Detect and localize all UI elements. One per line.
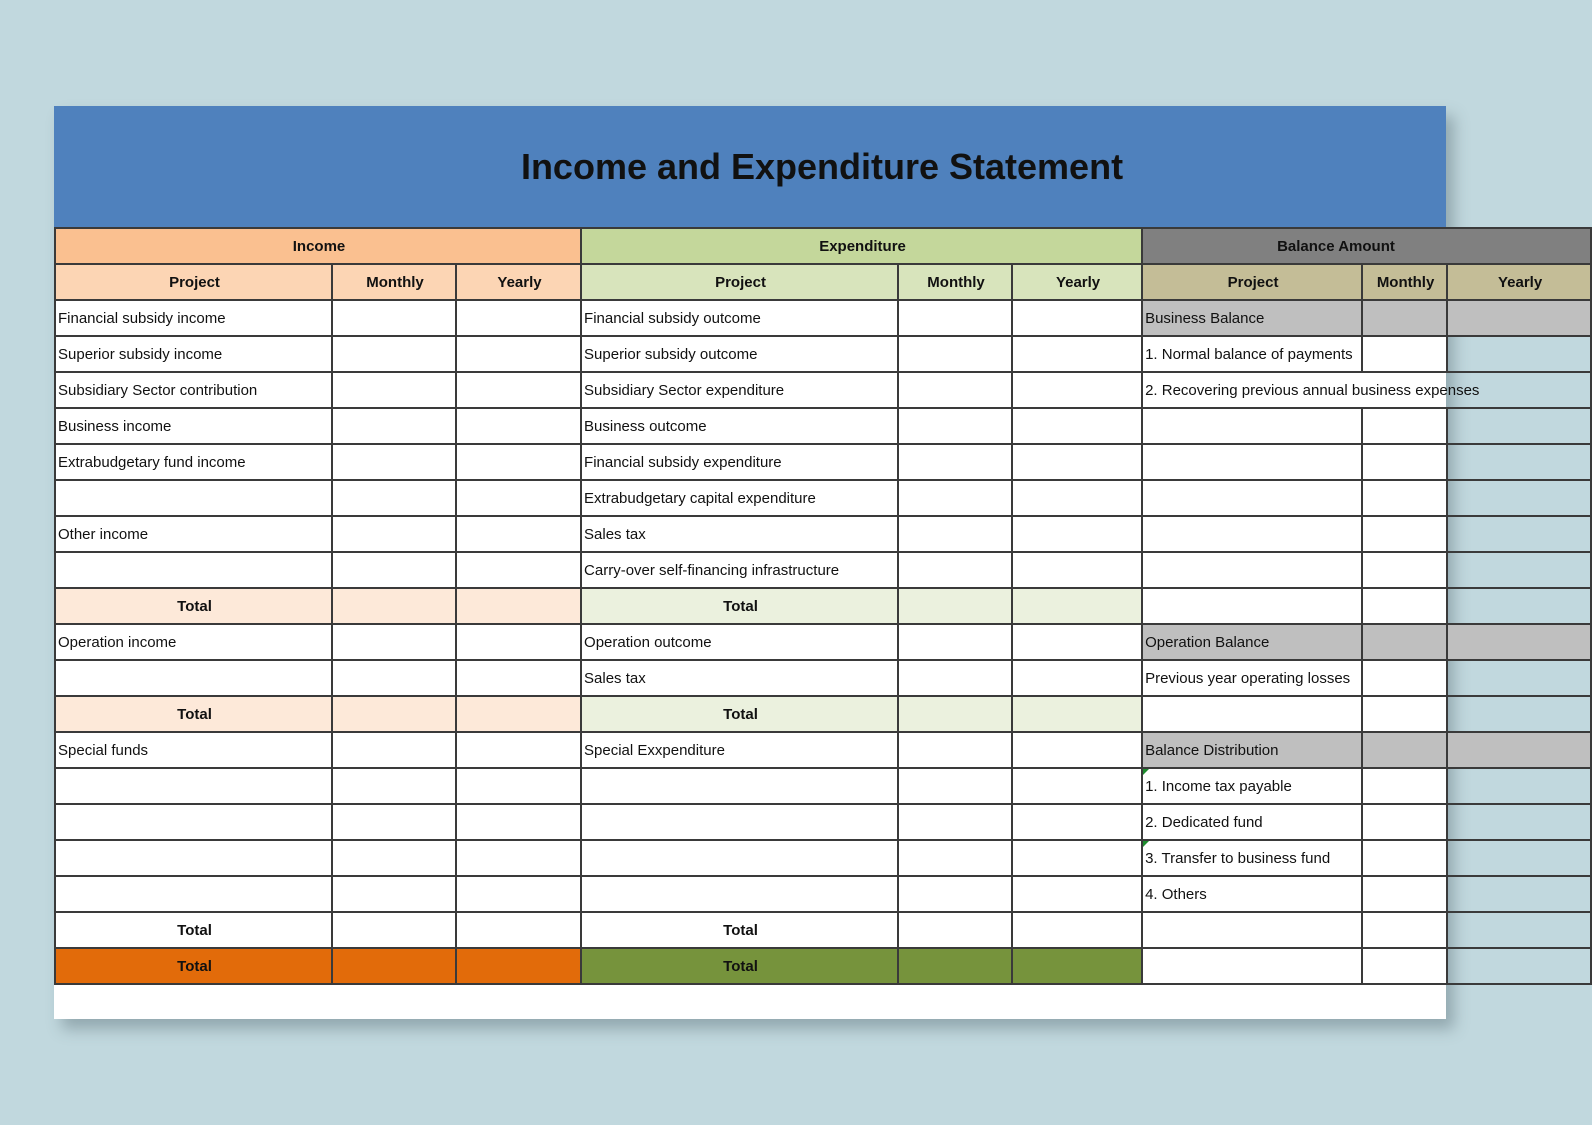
expenditure-yearly-cell[interactable]	[1012, 336, 1142, 372]
expenditure-row-label[interactable]: Sales tax	[581, 516, 898, 552]
expenditure-total-label: Total	[581, 588, 898, 624]
balance-row-label[interactable]: 1. Normal balance of payments	[1142, 336, 1362, 372]
income-yearly-header: Yearly	[456, 264, 581, 300]
balance-monthly-cell[interactable]	[1362, 804, 1447, 840]
expenditure-total-yearly[interactable]	[1012, 588, 1142, 624]
income-monthly-cell[interactable]	[332, 444, 456, 480]
expenditure-monthly-cell[interactable]	[898, 552, 1012, 588]
expenditure-yearly-cell[interactable]	[1012, 624, 1142, 660]
expenditure-row-label[interactable]	[581, 768, 898, 804]
income-yearly-cell[interactable]	[456, 480, 581, 516]
expenditure-yearly-cell[interactable]	[1012, 516, 1142, 552]
income-yearly-cell[interactable]	[456, 516, 581, 552]
expenditure-yearly-cell[interactable]	[1012, 876, 1142, 912]
expenditure-yearly-cell[interactable]	[1012, 408, 1142, 444]
expenditure-total-monthly[interactable]	[898, 588, 1012, 624]
expenditure-yearly-cell[interactable]	[1012, 660, 1142, 696]
expenditure-total-label: Total	[581, 912, 898, 948]
balance-row-label[interactable]	[1142, 948, 1362, 984]
expenditure-monthly-cell[interactable]	[898, 480, 1012, 516]
balance-yearly-cell[interactable]	[1447, 408, 1591, 444]
page-title: Income and Expenditure Statement	[520, 146, 1124, 187]
balance-row-label[interactable]: Previous year operating losses	[1142, 660, 1362, 696]
expenditure-section-header: Expenditure	[581, 228, 1142, 264]
income-grand-total-yearly[interactable]	[456, 948, 581, 984]
income-yearly-cell[interactable]	[456, 336, 581, 372]
balance-section-header: Balance Amount	[1142, 228, 1591, 264]
balance-monthly-cell[interactable]	[1362, 732, 1447, 768]
expenditure-row-label[interactable]	[581, 840, 898, 876]
expenditure-row-label[interactable]: Superior subsidy outcome	[581, 336, 898, 372]
income-monthly-cell[interactable]	[332, 876, 456, 912]
income-row-label[interactable]: Extrabudgetary fund income	[55, 444, 332, 480]
balance-row-label[interactable]	[1142, 444, 1362, 480]
income-grand-total-label: Total	[55, 948, 332, 984]
expenditure-monthly-cell[interactable]	[898, 660, 1012, 696]
income-monthly-cell[interactable]	[332, 804, 456, 840]
balance-monthly-cell[interactable]	[1362, 336, 1447, 372]
income-monthly-cell[interactable]	[332, 552, 456, 588]
balance-monthly-cell[interactable]	[1362, 876, 1447, 912]
income-yearly-cell[interactable]	[456, 372, 581, 408]
balance-monthly-cell[interactable]	[1362, 696, 1447, 732]
income-monthly-cell[interactable]	[332, 660, 456, 696]
income-total-yearly[interactable]	[456, 696, 581, 732]
expenditure-monthly-cell[interactable]	[898, 840, 1012, 876]
income-row-label[interactable]	[55, 840, 332, 876]
balance-row-label[interactable]	[1142, 408, 1362, 444]
income-monthly-cell[interactable]	[332, 408, 456, 444]
balance-yearly-cell[interactable]	[1447, 444, 1591, 480]
balance-yearly-cell[interactable]	[1447, 480, 1591, 516]
balance-yearly-cell[interactable]	[1447, 804, 1591, 840]
expenditure-yearly-cell[interactable]	[1012, 480, 1142, 516]
operation-outcome-label[interactable]: Operation outcome	[581, 624, 898, 660]
expenditure-total-label: Total	[581, 696, 898, 732]
balance-yearly-cell[interactable]	[1447, 552, 1591, 588]
expenditure-monthly-cell[interactable]	[898, 372, 1012, 408]
income-yearly-cell[interactable]	[456, 300, 581, 336]
expenditure-yearly-cell[interactable]	[1012, 840, 1142, 876]
income-row-label[interactable]: Subsidiary Sector contribution	[55, 372, 332, 408]
balance-row-label[interactable]	[1142, 696, 1362, 732]
income-yearly-cell[interactable]	[456, 660, 581, 696]
balance-monthly-cell[interactable]	[1362, 516, 1447, 552]
balance-monthly-cell[interactable]	[1362, 840, 1447, 876]
balance-monthly-cell[interactable]	[1362, 552, 1447, 588]
income-monthly-cell[interactable]	[332, 840, 456, 876]
expenditure-yearly-header: Yearly	[1012, 264, 1142, 300]
income-monthly-cell[interactable]	[332, 624, 456, 660]
operation-balance-label[interactable]: Operation Balance	[1142, 624, 1362, 660]
income-total-monthly[interactable]	[332, 912, 456, 948]
income-total-monthly[interactable]	[332, 696, 456, 732]
balance-row-label[interactable]	[1142, 588, 1362, 624]
expenditure-monthly-cell[interactable]	[898, 768, 1012, 804]
balance-yearly-cell[interactable]	[1447, 912, 1591, 948]
balance-yearly-header: Yearly	[1447, 264, 1591, 300]
expenditure-monthly-cell[interactable]	[898, 624, 1012, 660]
income-yearly-cell[interactable]	[456, 444, 581, 480]
income-monthly-cell[interactable]	[332, 768, 456, 804]
expenditure-yearly-cell[interactable]	[1012, 444, 1142, 480]
expenditure-row-label[interactable]: Financial subsidy expenditure	[581, 444, 898, 480]
balance-monthly-cell[interactable]	[1362, 408, 1447, 444]
balance-yearly-cell[interactable]	[1447, 624, 1591, 660]
income-yearly-cell[interactable]	[456, 876, 581, 912]
balance-monthly-cell[interactable]	[1362, 768, 1447, 804]
expenditure-monthly-cell[interactable]	[898, 516, 1012, 552]
income-monthly-header: Monthly	[332, 264, 456, 300]
spreadsheet-sheet	[54, 106, 1543, 1019]
special-funds-label[interactable]: Special funds	[55, 732, 332, 768]
balance-yearly-cell[interactable]	[1447, 336, 1591, 372]
expenditure-monthly-cell[interactable]	[898, 300, 1012, 336]
expenditure-yearly-cell[interactable]	[1012, 300, 1142, 336]
income-total-label: Total	[55, 588, 332, 624]
income-total-yearly[interactable]	[456, 912, 581, 948]
expenditure-monthly-cell[interactable]	[898, 408, 1012, 444]
balance-row-label[interactable]	[1142, 552, 1362, 588]
balance-row-label[interactable]: 1. Income tax payable	[1142, 768, 1362, 804]
income-yearly-cell[interactable]	[456, 840, 581, 876]
balance-row-label[interactable]: 3. Transfer to business fund	[1142, 840, 1362, 876]
income-row-label[interactable]	[55, 804, 332, 840]
income-monthly-cell[interactable]	[332, 300, 456, 336]
business-balance-label[interactable]: Business Balance	[1142, 300, 1362, 336]
income-section-header: Income	[55, 228, 581, 264]
income-monthly-cell[interactable]	[332, 480, 456, 516]
income-row-label[interactable]	[55, 660, 332, 696]
expenditure-grand-total-yearly[interactable]	[1012, 948, 1142, 984]
balance-yearly-cell[interactable]	[1447, 732, 1591, 768]
balance-monthly-cell[interactable]	[1362, 588, 1447, 624]
balance-row-label[interactable]	[1142, 516, 1362, 552]
income-grand-total-monthly[interactable]	[332, 948, 456, 984]
balance-yearly-cell[interactable]	[1447, 588, 1591, 624]
expenditure-monthly-cell[interactable]	[898, 876, 1012, 912]
balance-yearly-cell[interactable]	[1447, 876, 1591, 912]
balance-monthly-cell[interactable]	[1362, 660, 1447, 696]
balance-row-label[interactable]: 2. Recovering previous annual business expenses	[1142, 372, 1591, 408]
operation-income-label[interactable]: Operation income	[55, 624, 332, 660]
balance-yearly-cell[interactable]	[1447, 768, 1591, 804]
expenditure-row-label[interactable]	[581, 876, 898, 912]
expenditure-row-label[interactable]: Business outcome	[581, 408, 898, 444]
income-yearly-cell[interactable]	[456, 624, 581, 660]
income-row-label[interactable]	[55, 876, 332, 912]
income-monthly-cell[interactable]	[332, 516, 456, 552]
income-total-label: Total	[55, 696, 332, 732]
expenditure-total-monthly[interactable]	[898, 912, 1012, 948]
special-expenditure-label[interactable]: Special Exxpenditure	[581, 732, 898, 768]
expenditure-yearly-cell[interactable]	[1012, 732, 1142, 768]
expenditure-row-label[interactable]: Subsidiary Sector expenditure	[581, 372, 898, 408]
balance-project-header: Project	[1142, 264, 1362, 300]
income-yearly-cell[interactable]	[456, 768, 581, 804]
income-row-label[interactable]: Superior subsidy income	[55, 336, 332, 372]
balance-row-label[interactable]: 4. Others	[1142, 876, 1362, 912]
expenditure-monthly-cell[interactable]	[898, 804, 1012, 840]
balance-yearly-cell[interactable]	[1447, 696, 1591, 732]
income-row-label[interactable]: Business income	[55, 408, 332, 444]
expenditure-yearly-cell[interactable]	[1012, 552, 1142, 588]
balance-yearly-cell[interactable]	[1447, 300, 1591, 336]
income-total-label: Total	[55, 912, 332, 948]
income-total-monthly[interactable]	[332, 588, 456, 624]
balance-monthly-cell[interactable]	[1362, 948, 1447, 984]
balance-monthly-cell[interactable]	[1362, 300, 1447, 336]
income-project-header: Project	[55, 264, 332, 300]
income-monthly-cell[interactable]	[332, 336, 456, 372]
expenditure-total-monthly[interactable]	[898, 696, 1012, 732]
income-row-label[interactable]: Other income	[55, 516, 332, 552]
expenditure-total-yearly[interactable]	[1012, 912, 1142, 948]
expenditure-yearly-cell[interactable]	[1012, 768, 1142, 804]
expenditure-yearly-cell[interactable]	[1012, 372, 1142, 408]
balance-row-label[interactable]	[1142, 912, 1362, 948]
income-row-label[interactable]	[55, 768, 332, 804]
income-row-label[interactable]: Financial subsidy income	[55, 300, 332, 336]
expenditure-row-label[interactable]: Financial subsidy outcome	[581, 300, 898, 336]
expenditure-monthly-header: Monthly	[898, 264, 1012, 300]
income-yearly-cell[interactable]	[456, 804, 581, 840]
balance-row-label[interactable]: 2. Dedicated fund	[1142, 804, 1362, 840]
expenditure-total-yearly[interactable]	[1012, 696, 1142, 732]
expenditure-row-label[interactable]	[581, 804, 898, 840]
expenditure-project-header: Project	[581, 264, 898, 300]
balance-yearly-cell[interactable]	[1447, 516, 1591, 552]
balance-monthly-cell[interactable]	[1362, 480, 1447, 516]
expenditure-yearly-cell[interactable]	[1012, 804, 1142, 840]
balance-distribution-label[interactable]: Balance Distribution	[1142, 732, 1362, 768]
income-monthly-cell[interactable]	[332, 732, 456, 768]
income-yearly-cell[interactable]	[456, 732, 581, 768]
income-monthly-cell[interactable]	[332, 372, 456, 408]
balance-monthly-cell[interactable]	[1362, 444, 1447, 480]
income-row-label[interactable]	[55, 552, 332, 588]
expenditure-row-label[interactable]: Sales tax	[581, 660, 898, 696]
expenditure-monthly-cell[interactable]	[898, 336, 1012, 372]
expenditure-monthly-cell[interactable]	[898, 444, 1012, 480]
balance-yearly-cell[interactable]	[1447, 840, 1591, 876]
balance-yearly-cell[interactable]	[1447, 660, 1591, 696]
income-total-yearly[interactable]	[456, 588, 581, 624]
expenditure-row-label[interactable]: Extrabudgetary capital expenditure	[581, 480, 898, 516]
balance-monthly-header: Monthly	[1362, 264, 1447, 300]
balance-monthly-cell[interactable]	[1362, 624, 1447, 660]
income-row-label[interactable]	[55, 480, 332, 516]
expenditure-monthly-cell[interactable]	[898, 732, 1012, 768]
balance-monthly-cell[interactable]	[1362, 912, 1447, 948]
expenditure-grand-total-label: Total	[581, 948, 898, 984]
expenditure-row-label[interactable]: Carry-over self-financing infrastructure	[581, 552, 898, 588]
balance-yearly-cell[interactable]	[1447, 948, 1591, 984]
expenditure-grand-total-monthly[interactable]	[898, 948, 1012, 984]
income-yearly-cell[interactable]	[456, 408, 581, 444]
income-yearly-cell[interactable]	[456, 552, 581, 588]
statement-grid	[54, 227, 1592, 985]
balance-row-label[interactable]	[1142, 480, 1362, 516]
